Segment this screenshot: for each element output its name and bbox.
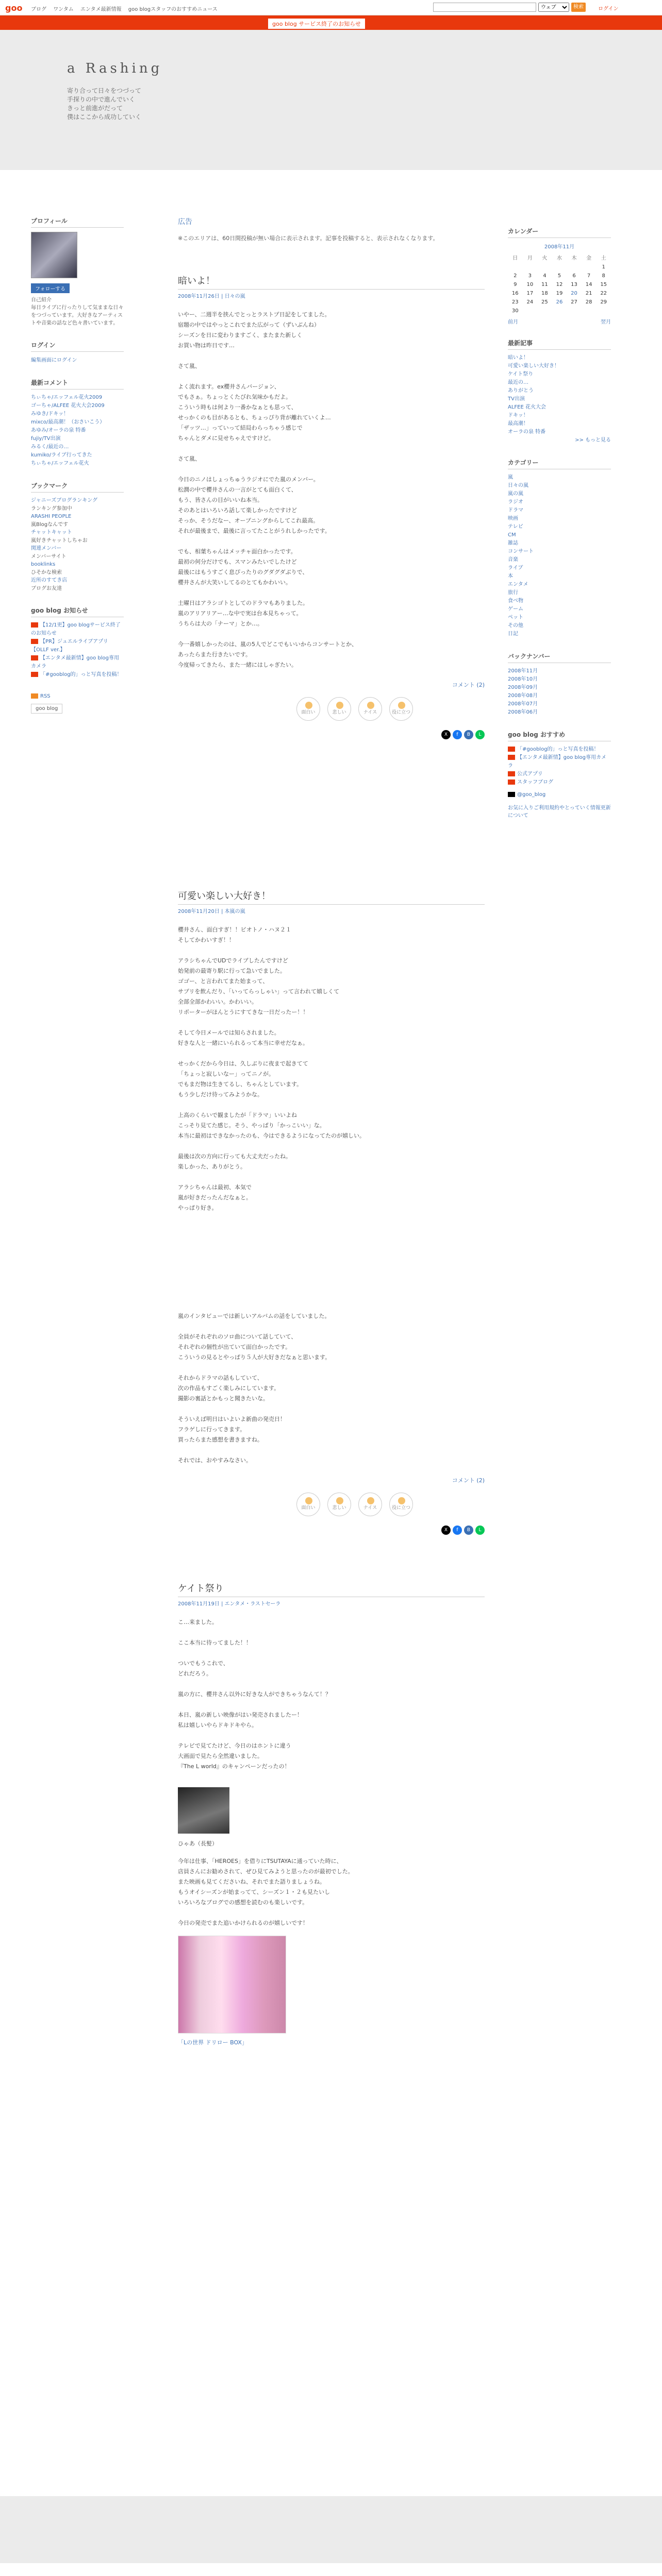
- goo-news-heading: goo blog お知らせ: [31, 606, 124, 617]
- recent-post-link[interactable]: 可愛い楽しい大好き！: [508, 363, 559, 369]
- reaction-button[interactable]: 悲しい: [327, 1493, 351, 1516]
- recommend-link[interactable]: スタッフブログ: [508, 778, 611, 787]
- right-sidebar: [508, 227, 611, 833]
- bookmark-desc: ひそかな検索: [31, 570, 62, 575]
- post-body: こ…来ました。 ここ本当に待ってました！！ ついでもうこれで、 どれだろう。 嵐の方に、櫻井さん以外に好きな人ができちゃうなんて！？ 本日、嵐の新しい映像がはい発売されましたー！ 私は嬉しいやらドキドキやら。 テレビで見てたけど、今日のはホントに違う 大画面で見たら全然違いました。 『The L world』のキャンペーンだったの！: [178, 1619, 331, 1770]
- backnumber-link[interactable]: 2008年06月: [508, 709, 538, 715]
- recent-post-link[interactable]: 最近の…: [508, 380, 528, 385]
- share-buttons: [178, 1526, 485, 1535]
- share-buttons: [178, 730, 485, 739]
- reaction-button[interactable]: 役に立つ: [389, 1493, 413, 1516]
- line-share-icon[interactable]: L: [475, 730, 485, 739]
- recent-comments-block: [31, 378, 124, 468]
- post-meta[interactable]: 2008年11月19日 | エンタメ・ラストセーラ: [178, 1601, 281, 1607]
- search-box: [433, 3, 588, 13]
- photo-caption: ひゃあ（長髪）: [178, 1840, 218, 1847]
- category-link[interactable]: 映画: [508, 516, 518, 521]
- backnumber-link[interactable]: 2008年07月: [508, 701, 538, 707]
- recommend-heading: goo blog おすすめ: [508, 730, 611, 741]
- product-image[interactable]: [178, 1936, 286, 2033]
- post: [178, 889, 485, 1535]
- rss-icon: [31, 693, 38, 699]
- notice-bar: [0, 15, 662, 30]
- goo-icon: [31, 655, 38, 660]
- login-block: [31, 341, 124, 365]
- main-column: [178, 216, 485, 2047]
- hatena-share-icon[interactable]: B: [464, 1526, 473, 1535]
- facebook-share-icon[interactable]: f: [453, 1526, 462, 1535]
- rss-link[interactable]: RSS: [31, 692, 124, 701]
- goo-news-item[interactable]: 【エンタメ最新情】goo blog専用カメラ: [31, 655, 119, 669]
- goo-icon: [31, 639, 38, 644]
- calendar-next-link[interactable]: 翌月: [601, 319, 611, 325]
- category-link[interactable]: ラジオ: [508, 499, 523, 505]
- category-link[interactable]: 本: [508, 573, 513, 579]
- category-link[interactable]: ドラマ: [508, 507, 523, 513]
- reaction-button[interactable]: 役に立つ: [389, 697, 413, 721]
- profile-text: 毎日ライブに行ったりして気ままな日々をつづっています。大好きなアーティストや音楽の話など色々書いています。: [31, 305, 124, 326]
- category-link[interactable]: ゲーム: [508, 606, 523, 612]
- category-heading: カテゴリー: [508, 458, 611, 469]
- calendar-prev-link[interactable]: 前月: [508, 319, 518, 325]
- post-meta[interactable]: 2008年11月26日 | 日々の嵐: [178, 294, 245, 299]
- bookmark-desc: 嵐好きチャットしちゃお: [31, 538, 88, 544]
- bookmark-item[interactable]: チャットキャット: [31, 530, 72, 535]
- goo-icon: [508, 755, 515, 760]
- goo-news-block: [31, 606, 124, 679]
- service-end-notice-link[interactable]: goo blog サービス終了のお知らせ: [268, 19, 365, 29]
- bookmark-item[interactable]: ARASHI PEOPLE: [31, 514, 72, 519]
- recent-post-link[interactable]: ありがとう: [508, 388, 534, 394]
- backnumber-link[interactable]: 2008年08月: [508, 693, 538, 699]
- weekday: 日: [512, 256, 518, 261]
- recent-post-link[interactable]: オーラの泉 特番: [508, 429, 546, 435]
- calendar: 日 月 火 水 木 金 土 1 2 3 4 5 6 7 8 9 10 11 12 13 14 15 16 17 18 19 20 21 22 23 24 25 26 27 28 29 30: [508, 252, 611, 315]
- goo-blog-badge[interactable]: goo blog: [31, 704, 62, 714]
- category-link[interactable]: 旅行: [508, 590, 518, 596]
- blog-title[interactable]: a Rashing: [67, 61, 163, 76]
- bookmark-item[interactable]: booklinks: [31, 562, 56, 567]
- weekday: 木: [571, 256, 577, 261]
- twitter-link[interactable]: @goo_blog: [508, 791, 611, 799]
- recommend-block: [508, 730, 611, 820]
- bookmark-item[interactable]: ジャニーズブログランキング: [31, 498, 97, 503]
- search-type-select[interactable]: [538, 3, 569, 12]
- line-share-icon[interactable]: L: [475, 1526, 485, 1535]
- nav-staff-news[interactable]: goo blogスタッフのおすすめニュース: [128, 7, 218, 12]
- nav-wantam[interactable]: ワンタム: [53, 7, 74, 12]
- reaction-buttons: [296, 1493, 485, 1516]
- comment-item[interactable]: ちぃちゃ/エッフェル花火2009: [31, 395, 103, 400]
- avatar[interactable]: [31, 232, 77, 278]
- reaction-button[interactable]: ナイス: [358, 697, 382, 721]
- comment-item[interactable]: みゆき/ドキッ！: [31, 411, 69, 417]
- post-body: いやー、二週半を挟んでとっとラストプ日記をしてました。 宿題の中ではやっとこれでまた広がって（ずいぶんね） シーズンを日に変わりますごく、またまた新しく お買い物は昨日です… さて嵐、 よく流れます。ex櫻井さんバージョン、 でもさぁ。ちょっとくたびれ気味かもだよ。 こういう時もは何より一番かなぁとも思って、 せっかくのも目があるとも、ちょっぴり背が離れていくよ… 「ザッツ…」っていって結局わらっちゃう感じで ちゃんとダメに見せちゃえですけど。 さて嵐、 今日のニノはしょっちゅうラジオにでた嵐のメンバー。 松潤の中で櫻井さんの一言がとても面白くて、 もう、皆さんの目がいいね本当。 そのあとはいろいろ話して楽しかったですけど そっか、そうだなー、オープニングからしてこれ最高。 それが最後まで、最後に言ってたことがうれしかったです。 でも、相葉ちゃんはメッチャ面白かったです。 最初の何分だけでも、スマンみたいでしたけど 最後にはもうすごく息ぴったりのグダグダぶりで、 櫻井さんが大笑いしてるのとてもかわいい。 土曜日はアラシゴトとしてのドラマもありました。 嵐のアリアリアー…な中で実は台本見ちゃって。 うちらは大の「ナーマ」とか…。 今一番嬉しかったのは、嵐の5人でどこでもいいからコンサートとか、 あったらまた行きたいです。 今度帰ってきたら、また一緒にはしゃぎたい。: [178, 311, 357, 668]
- category-link[interactable]: 嵐: [508, 474, 513, 480]
- profile-heading: プロフィール: [31, 216, 124, 228]
- rss-block: [31, 692, 124, 714]
- twitter-icon: [508, 792, 515, 797]
- x-share-icon[interactable]: X: [441, 1526, 451, 1535]
- calendar-heading: カレンダー: [508, 227, 611, 238]
- bookmark-block: [31, 481, 124, 592]
- category-link[interactable]: 雑誌: [508, 540, 518, 546]
- recent-posts-heading: 最新記事: [508, 338, 611, 350]
- facebook-share-icon[interactable]: f: [453, 730, 462, 739]
- backnumber-link[interactable]: 2008年09月: [508, 685, 538, 690]
- recent-post-link[interactable]: ドキッ！: [508, 413, 528, 418]
- left-sidebar: [31, 216, 124, 727]
- backnumber-heading: バックナンバー: [508, 652, 611, 663]
- search-button[interactable]: 検索: [571, 3, 586, 12]
- weekday: 火: [542, 256, 548, 261]
- reaction-button[interactable]: 面白い: [296, 1493, 320, 1516]
- goo-news-item[interactable]: 「#gooblog的」っと写真を投稿！: [31, 671, 124, 679]
- goo-icon: [508, 779, 515, 785]
- ad-heading: 広告: [178, 218, 192, 226]
- calendar-day-link[interactable]: 20: [571, 291, 577, 296]
- weekday: 土: [601, 256, 606, 261]
- reaction-button[interactable]: 面白い: [296, 697, 320, 721]
- category-link[interactable]: 日々の嵐: [508, 483, 528, 488]
- profile-name: 自己紹介: [31, 297, 52, 303]
- goo-icon: [31, 622, 38, 628]
- goo-news-item[interactable]: 【12/1更】goo blogサービス終了のお知らせ: [31, 622, 121, 636]
- post-title[interactable]: 可愛い楽しい大好き！: [178, 889, 485, 905]
- comments-heading: 最新コメント: [31, 378, 124, 389]
- calendar-day: 1: [602, 264, 605, 270]
- goo-logo[interactable]: goo: [5, 3, 23, 13]
- goo-icon: [508, 771, 515, 776]
- bookmark-desc: メンバーサイト: [31, 554, 67, 560]
- comment-item[interactable]: あゆみ/オーラの泉 特番: [31, 428, 86, 433]
- x-share-icon[interactable]: X: [441, 730, 451, 739]
- blog-tagline: 寄り合って日々をつづって 手探りの中で進んでいく きっと前進がだって 僕はここから成功していく: [67, 87, 142, 121]
- recent-post-link[interactable]: 暗いよ！: [508, 355, 528, 361]
- post-body-continued: 嵐のインタビューでは新しいアルバムの話をしていました。 全員がそれぞれのソロ曲について話していて、 それぞれの個性が出ていて面白かったです。 こういうの見るとやっぱり５人が大好きだなぁと思います。 それからドラマの話もしていて、 次の作品もすごく楽しみにしています。 撮影の裏話とかもっと聞きたいな。 そういえば明日はいよいよ新曲の発売日！ フラゲしに行ってきます。 買ったらまた感想を書きますね。 それでは、おやすみなさい。: [178, 1313, 331, 1464]
- calendar-block: [508, 227, 611, 325]
- edit-login-link[interactable]: 編集画面にログイン: [31, 358, 77, 363]
- comments-link[interactable]: コメント (2): [452, 682, 485, 688]
- category-link[interactable]: ライブ: [508, 565, 523, 571]
- reaction-button[interactable]: 悲しい: [327, 697, 351, 721]
- reaction-button[interactable]: ナイス: [358, 1493, 382, 1516]
- nav-entame[interactable]: エンタメ最新情報: [80, 7, 122, 12]
- backnumber-block: [508, 652, 611, 717]
- recommend-link[interactable]: 公式アプリ: [508, 770, 611, 778]
- post-meta[interactable]: 2008年11月20日 | 本嵐の嵐: [178, 909, 245, 914]
- reaction-buttons: [296, 697, 485, 721]
- comment-item[interactable]: mixco/最高潮！（おさいこう）: [31, 419, 105, 425]
- weekday: 月: [527, 256, 533, 261]
- recent-post-link[interactable]: ケイト祭り: [508, 371, 534, 377]
- goo-news-item[interactable]: 【PR】ジュエルライブアプリ【OLLF ver.】: [31, 639, 108, 653]
- backnumber-link[interactable]: 2008年10月: [508, 676, 538, 682]
- category-link[interactable]: 嵐の嵐: [508, 491, 523, 497]
- top-nav: [31, 5, 223, 12]
- category-link[interactable]: 日記: [508, 631, 518, 637]
- goo-icon: [31, 672, 38, 677]
- nav-blog[interactable]: ブログ: [31, 7, 46, 12]
- post-body: 櫻井さん、面白すぎ！！ビオトノ・ハヌ２１ そしてかわいすぎ！！ アラシちゃんでUDでライブしたんですけど 始発前の最寄り駅に行って急いでました。 ゴゴー、と言われてまた始まって、 サプリを飲んだり、「いってらっしゃい」って言われて嬉しくて 全部全部かわいい。かわいい。 リポーターがほんとうにすてきな一日だったー！！ そして今日メールでは知らされました。 好きな人と一緒にいられるって本当に幸せだなぁ。 せっかくだから今日は、久しぶりに夜まで起きてて 「ちょっと寂しいなー」ってニノが。 でもまだ物は生きてるし、ちゃんとしています。 もう少しだけ待ってみようかな。 上高のくらいで観ましたが「ドラマ」いいよね こっそり見てた感じ。そう、やっぱり「かっこいい」な。 本当に最初はできなかったのも、今はできるようになってたのが嬉しい。 最後は次の方向に行っても大丈夫だったね。 楽しかった、ありがとう。 アラシちゃんは最初、本気で 嵐が好きだったんだなぁと。 やっぱり好き。: [178, 926, 365, 1211]
- category-link[interactable]: 食べ物: [508, 598, 523, 604]
- recent-post-link[interactable]: 最高潮！: [508, 421, 528, 427]
- comments-link[interactable]: コメント (2): [452, 1477, 485, 1484]
- section-divider-band: [0, 2496, 662, 2563]
- post-body-continued: 今年は仕事、「HEROES」を借りにTSUTAYAに通っていた時に、 店員さんにお勧めされて、ぜひ見てみようと思ったのが最初でした。 また映画も見てくださいね、それでまた語りましょうね。 もうオイシーズンが始まってて、シーズン１・２も見たいし いろいろなブログでの感想を読むのも楽しいです。 今日の発売でまた追いかけられるのが嬉しいです！: [178, 1858, 354, 1926]
- comment-item[interactable]: みるく/最近の…: [31, 444, 69, 450]
- recommend-link[interactable]: 「#gooblog的」っと写真を投稿！: [508, 745, 611, 754]
- bookmark-item[interactable]: 関連メンバー: [31, 546, 62, 551]
- recent-posts-block: [508, 338, 611, 445]
- category-link[interactable]: ペット: [508, 615, 523, 620]
- search-input[interactable]: [433, 3, 536, 12]
- category-link[interactable]: その他: [508, 623, 523, 629]
- comment-item[interactable]: fujiy/TV出演: [31, 436, 61, 442]
- recent-post-link[interactable]: ALFEE 花火大会: [508, 404, 546, 410]
- bookmark-desc: 嵐Blogなんです: [31, 522, 69, 528]
- comment-item[interactable]: kumiko/ライブ行ってきた: [31, 452, 92, 458]
- comment-item[interactable]: ちぃちゃ/エッフェル花火: [31, 461, 89, 466]
- recent-more-link[interactable]: >> もっと見る: [575, 437, 611, 443]
- bookmark-desc: ランキング参加中: [31, 506, 72, 512]
- recommend-link[interactable]: 【エンタメ最新情】goo blog専用カメラ: [508, 755, 606, 769]
- login-heading: ログイン: [31, 341, 124, 352]
- post: [178, 274, 485, 739]
- post: [178, 1581, 485, 2047]
- category-block: [508, 458, 611, 638]
- category-link[interactable]: コンサート: [508, 549, 534, 554]
- category-link[interactable]: CM: [508, 532, 516, 538]
- profile-block: [31, 216, 124, 327]
- post-title[interactable]: ケイト祭り: [178, 1581, 485, 1597]
- backnumber-link[interactable]: 2008年11月: [508, 668, 538, 674]
- bookmark-desc: ブログお友達: [31, 586, 62, 591]
- category-link[interactable]: 音楽: [508, 557, 518, 563]
- bookmark-heading: ブックマーク: [31, 481, 124, 493]
- post-title[interactable]: 暗いよ！: [178, 274, 485, 290]
- blog-header: [0, 30, 662, 170]
- category-link[interactable]: テレビ: [508, 524, 523, 530]
- comment-item[interactable]: ゴーちゃ/ALFEE 花火大会2009: [31, 403, 105, 409]
- weekday: 金: [586, 256, 592, 261]
- top-bar: [0, 0, 662, 15]
- footer-note[interactable]: お気に入りご利用規約やとっていく情報更新について: [508, 805, 611, 819]
- post-photo[interactable]: [178, 1787, 229, 1834]
- product-link[interactable]: 「Lの世界 ドリロー BOX」: [178, 2039, 247, 2046]
- bookmark-item[interactable]: 近所のすてき店: [31, 578, 68, 583]
- calendar-nav: [508, 317, 611, 325]
- goo-icon: [508, 747, 515, 752]
- calendar-day-link[interactable]: 26: [556, 299, 563, 305]
- hatena-share-icon[interactable]: B: [464, 730, 473, 739]
- weekday: 水: [556, 256, 562, 261]
- calendar-month: 2008年11月: [544, 244, 575, 250]
- login-link[interactable]: ログイン: [598, 6, 619, 12]
- follow-button[interactable]: フォローする: [31, 283, 70, 293]
- ad-notice: ※このエリアは、60日間投稿が無い場合に表示されます。記事を投稿すると、表示されなくなります。: [178, 235, 439, 242]
- category-link[interactable]: エンタメ: [508, 582, 528, 587]
- recent-post-link[interactable]: TV出演: [508, 396, 525, 402]
